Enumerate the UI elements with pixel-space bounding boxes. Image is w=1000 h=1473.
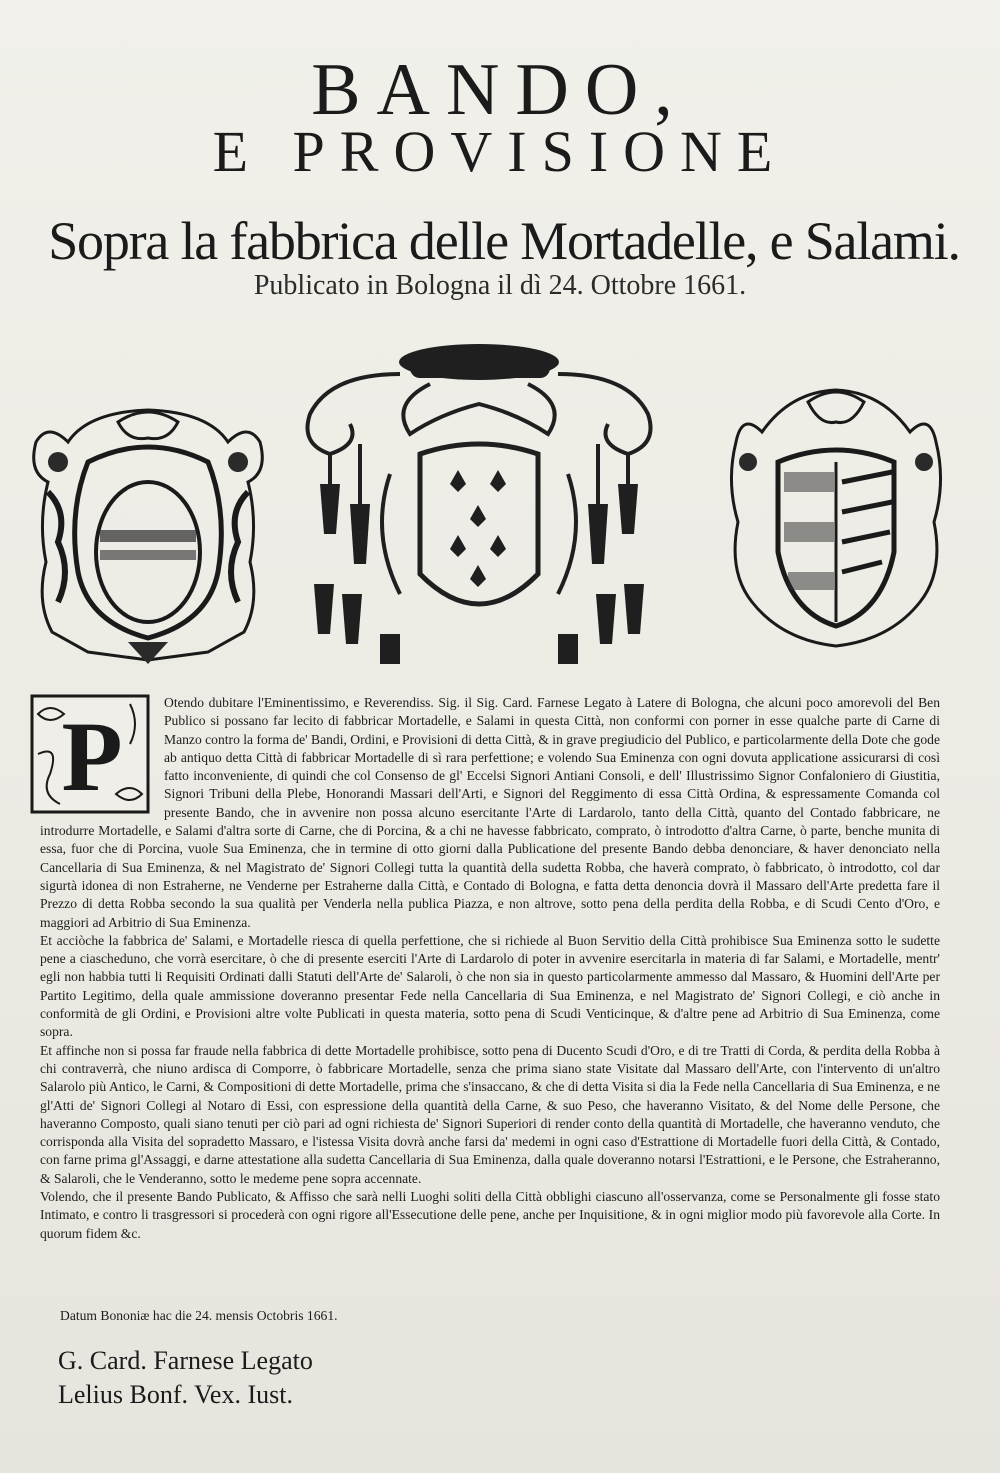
publication-line: Publicato in Bologna il dì 24. Ottobre 1661. (253, 270, 747, 301)
right-coat-of-arms-emblem (722, 382, 950, 650)
paragraph-2: Et acciòche la fabbrica de' Salami, e Mortadelle riesca di quella perfettione, che si richiede al Buon Servitio della Città prohibisce Sua Eminenza sotto le sudette pene a ciascheduno, che vorrà esercitare, ò che di presente eserciti l'Arte di Lardarolo di poter in avvenire esercitarla in materia di far Salami, e Mortadelle, mentr' egli non habbia tutti li Requisiti Ordinati dalli Statuti dell'Arte de' Salaroli, ò che non sia in questo particolarmente ammesso dal Massaro, & Huomini dell'Arte per Partito Legitimo, della quale ammissione doveranno presentar Fede nella Cancellaria di Sua Eminenza, e nel Magistrato de' Signori Collegi, e ciò anche in conformità de gli Ordini, e Provisioni altre volte Publicati in questa materia, sotto pena di Scudi Venticinque, & d'altre pene ad Arbitrio di Sua Eminenza, come sopra. (40, 932, 940, 1040)
title-line-1: BANDO, (311, 49, 689, 131)
initial-space (40, 694, 158, 818)
paragraph-3: Et affinche non si possa far fraude nella fabbrica di dette Mortadelle prohibisce, sotto pena di Ducento Scudi d'Oro, e di tre Tratti di Corda, & perdita della Robba à chi contraverrà, che niuno ardisca di Comporre, ò fabbricare Mortadelle, senza che prima siano state Visitate dal Massaro dell'Arte, con l'intervento di un'altro Salarolo più Antico, le Carni, & Compositioni di dette Mortadelle, prima che s'insaccano, & che di detta Visita si dia la Fede nella Cancellaria di Sua Eminenza, e ne gl'Atti de' Signori Collegi al Notaro di Essi, con espressione della quantità della Carne, & suo Peso, che haveranno Visitato, & del Nome delle Persone, che haveranno Composto, quali siano tenuti per ciò pari ad ogni richiesta de' Signori Superiori di render conto della quantità di Mortadelle, che haveranno venduto, che corrisponda alla Visita del sopradetto Massaro, e l'istessa Visita dovrà anche farsi da' medemi in ogni caso d'Estrattione di Mortadelle fuori della Città, & Contado, con farne prima gl'Assaggi, e darne attestatione alla sudetta Cancellaria di Sua Eminenza, dalla quale doveranno notarsi l'Estrattioni, e le Persone, che Estraheranno, & Salaroli, che le Venderanno, sotto le medeme pene sopra accennate. (40, 1042, 940, 1186)
signature-gonfalonier: Lelius Bonf. Vex. Iust. (58, 1380, 293, 1409)
center-cardinal-arms-emblem (290, 334, 668, 670)
subtitle: Sopra la fabbrica delle Mortadelle, e Salami. (48, 211, 960, 271)
right-arms-drawing (722, 382, 950, 650)
paragraph-4: Volendo, che il presente Bando Publicato, & Affisso che sarà nelli Luoghi soliti della Città obblighi ciascuno all'osservanza, come se Personalmente gli fosse stato Intimato, e contro li trasgressori si procederà con ogni rigore all'Essecutione delle pene, anche per Inquisitione, & in ogni miglior modo più favorevole alla Corte. In quorum fidem &c. (40, 1189, 940, 1241)
title-line-2: E PROVISIONE (212, 119, 788, 184)
left-arms-drawing (28, 402, 268, 664)
paragraph-1-text: Otendo dubitare l'Eminentissimo, e Reverendiss. Sig. il Sig. Card. Farnese Legato à Latere di Bologna, che alcuni poco amorevoli del Ben Publico si possano far lecito di fabbricar Mortadelle, e Salami in questa Città, non conformi con porner in esse qualche parte di Carne di Manzo contro la forma de' Bandi, Ordini, e Provisioni di detta Città, & in grave pregiudicio del Publico, e particolarmente della Dote che gode ab antiquo detta Città di fabbricar Mortadelle di sì rara perfettione; e volendo Sua Eminenza con ogni dovuta applicatione assicurarsi di così fatto inconveniente, di quindi che col Consenso de gl' Eccelsi Signori Antiani Consoli, e dell' Illustrissimo Signor Confaloniero di Giustitia, Signori Tribuni della Plebe, Honorandi Massari dell'Arti, e Signori del Reggimento di essa Città Ordina, & espressamente Comanda col presente Bando, che in avvenire non possa alcuno esercitante l'Arte di Lardarolo, tanto della Città, quanto del Contado fabbricare, ne introdurre Mortadelle, e Salami d'altra sorte di Carne, che di Porcina, & a chi ne havesse fabbricato, comprato, ò introdotto d'altra Carne, ò parte, benche munita di essa, fuor che di Porcina, vuole Sua Eminenza, che in termine di otto giorni dalla Publicatione del presente Bando debba denonciare, & haver denonciato nella Cancellaria di Sua Eminenza, & nel Magistrato de' Signori Collegi tutta la quantità della sudetta Robba, che haverà comprato, ò fabbricato, ò introdotto, col dar sigurtà idonea di non Estraherne, ne Venderne per Estraherne dalla Città, e Contado di Bologna, e fatta detta denoncia dovrà il Massaro dell'Arte predetta fare il Prezzo di detta Robba secondo la sua qualità per Venderla nella publica Piazza, e non altrove, sotto pena della perdita della Robba, e di Scudi Cento d'Oro, e maggiori ad Arbitrio di Sua Eminenza. (40, 695, 940, 930)
initial-letter: P (61, 701, 123, 812)
paragraph-1 (40, 694, 940, 932)
center-arms-drawing (290, 334, 668, 670)
datum-line: Datum Bononiæ hac die 24. mensis Octobris 1661. (60, 1308, 338, 1323)
proclamation-body (40, 694, 940, 1243)
signature-legate: G. Card. Farnese Legato (58, 1346, 313, 1375)
left-coat-of-arms-emblem (28, 402, 268, 664)
